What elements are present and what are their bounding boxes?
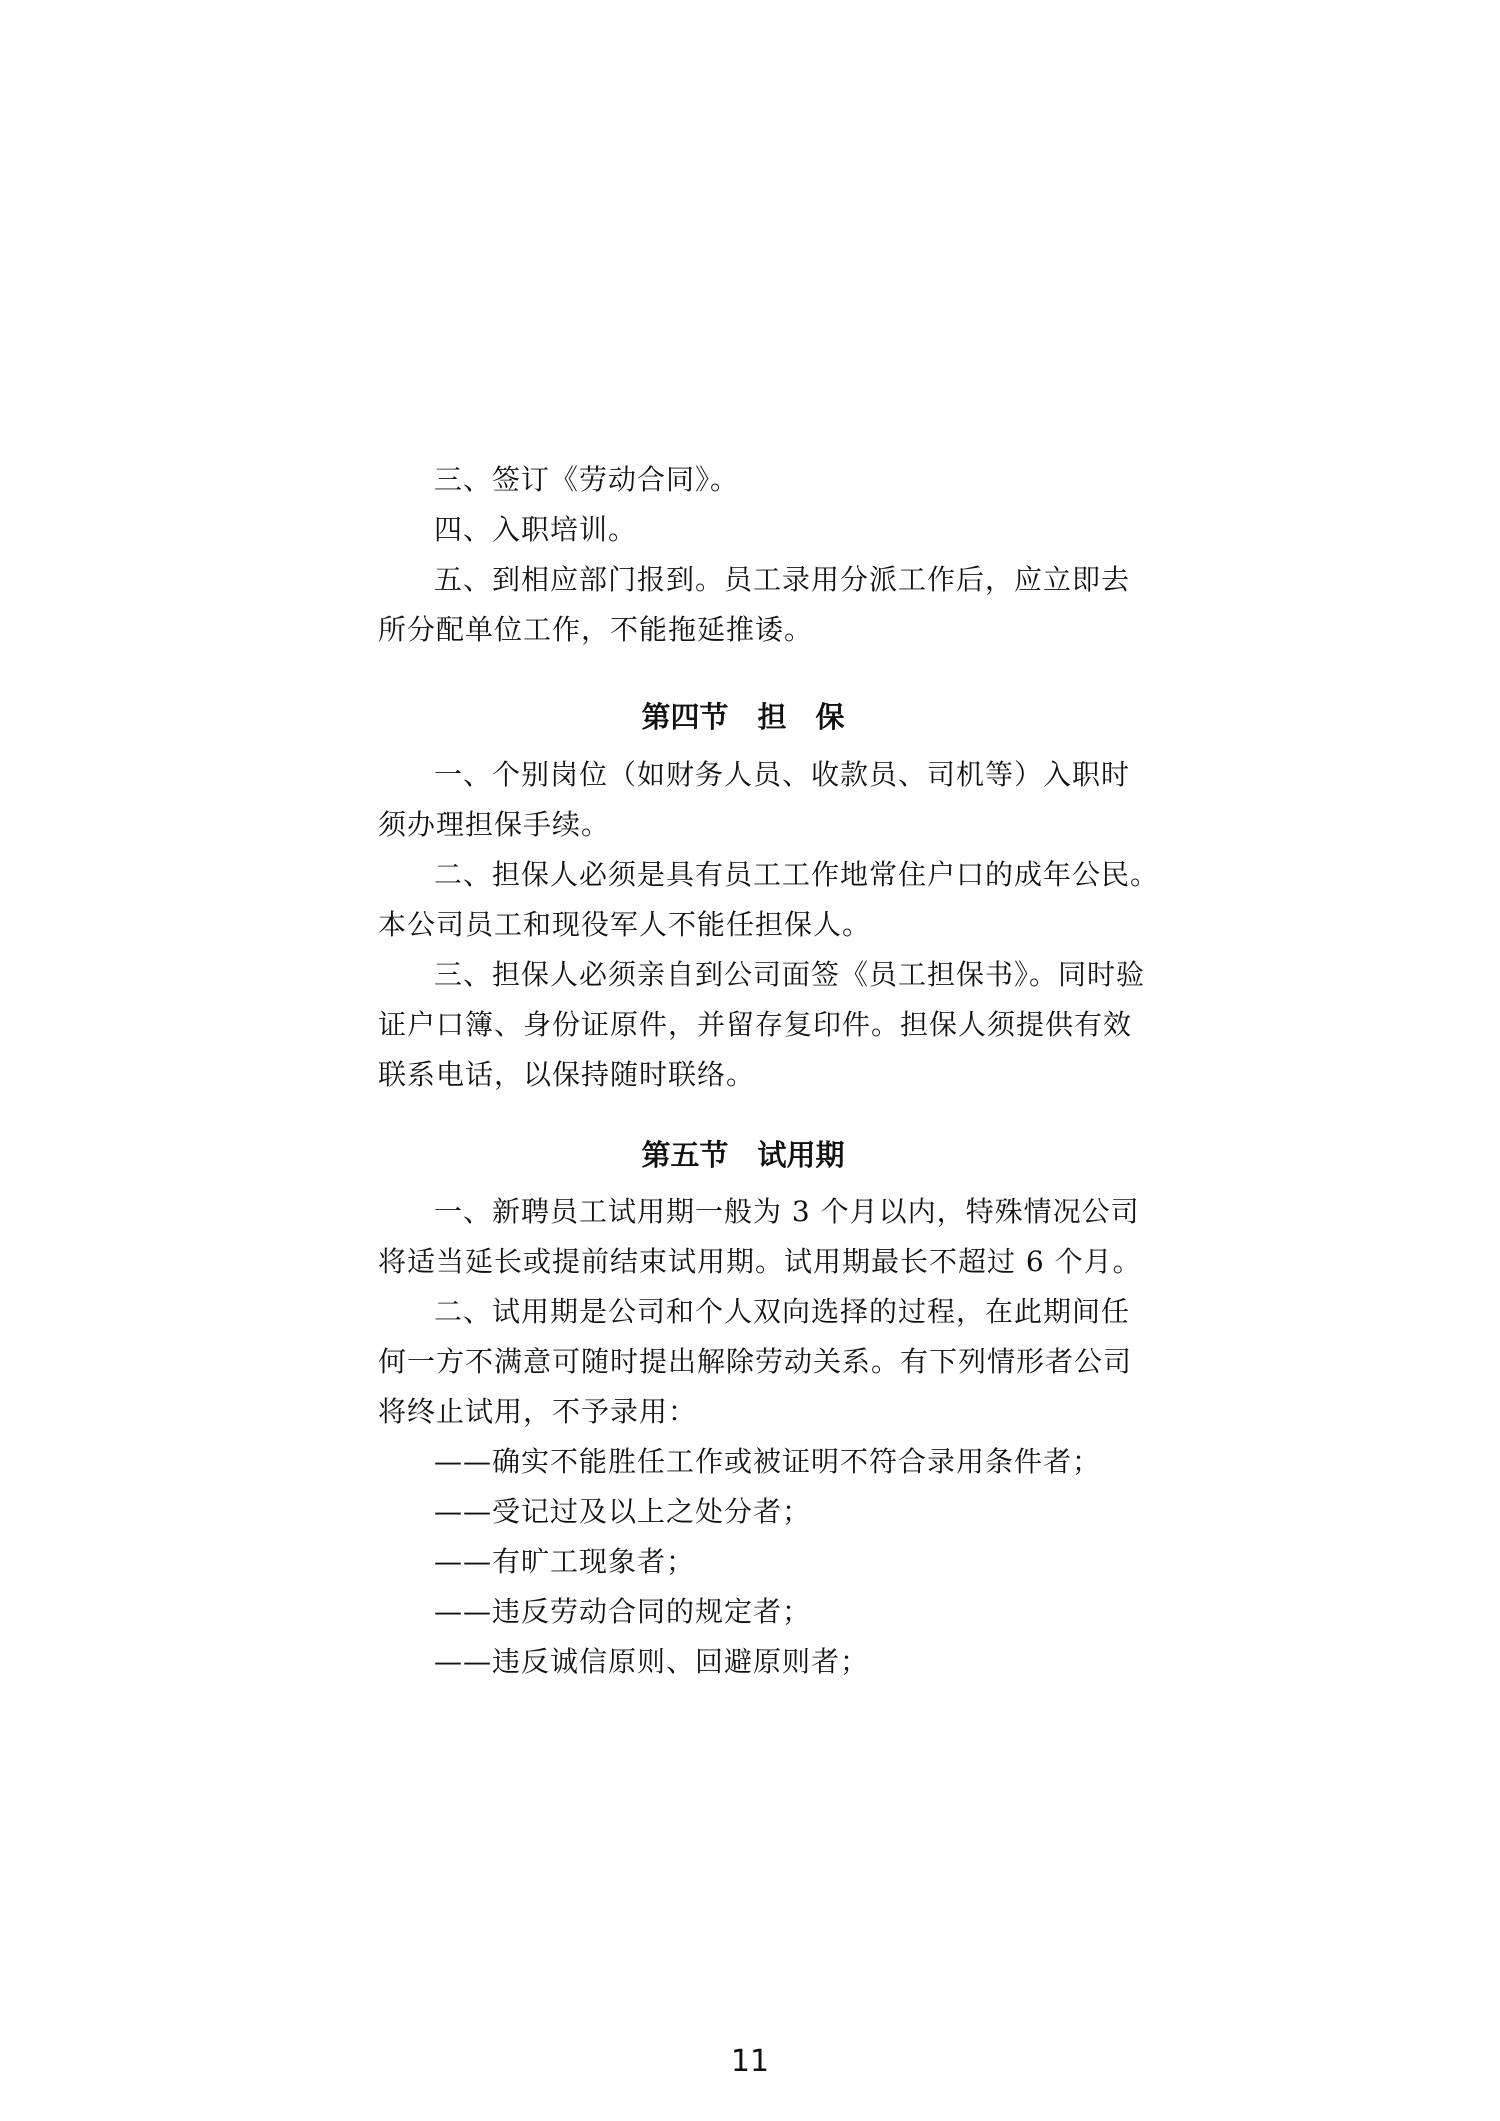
paragraph-line: 五、到相应部门报到。员工录用分派工作后，应立即去 — [434, 563, 1131, 596]
section-guarantee-body — [378, 750, 1160, 1100]
paragraph-line: 联系电话，以保持随时联络。 — [378, 1058, 756, 1091]
paragraph-line: 二、担保人必须是具有员工工作地常住户口的成年公民。 — [434, 858, 1160, 891]
paragraph-line: 四、入职培训。 — [434, 513, 638, 546]
paragraph-line: 须办理担保手续。 — [378, 808, 611, 841]
list-item: ——违反诚信原则、回避原则者； — [434, 1645, 870, 1678]
paragraph-line: 三、签订《劳动合同》。 — [434, 463, 740, 496]
page-number: 11 — [730, 2044, 770, 2079]
list-item: ——有旷工现象者； — [434, 1545, 696, 1578]
section-probation-body — [378, 1187, 1142, 1687]
paragraph-line: 将终止试用，不予录用： — [378, 1395, 698, 1428]
paragraph-line: 一、个别岗位（如财务人员、收款员、司机等）入职时 — [434, 758, 1131, 791]
paragraph-line: 一、新聘员工试用期一般为 3 个月以内，特殊情况公司 — [434, 1195, 1140, 1228]
list-item: ——违反劳动合同的规定者； — [434, 1595, 812, 1628]
intro-block — [378, 455, 1131, 655]
paragraph-line: 二、试用期是公司和个人双向选择的过程，在此期间任 — [434, 1295, 1131, 1328]
paragraph-line: 所分配单位工作，不能拖延推诿。 — [378, 613, 814, 646]
section-heading-guarantee: 第四节 担 保 — [641, 700, 845, 734]
list-item: ——受记过及以上之处分者； — [434, 1495, 812, 1528]
paragraph-line: 将适当延长或提前结束试用期。试用期最长不超过 6 个月。 — [378, 1245, 1142, 1278]
paragraph-line: 证户口簿、身份证原件，并留存复印件。担保人须提供有效 — [378, 1008, 1133, 1041]
paragraph-line: 本公司员工和现役军人不能任担保人。 — [378, 908, 872, 941]
list-item: ——确实不能胜任工作或被证明不符合录用条件者； — [434, 1445, 1102, 1478]
paragraph-line: 三、担保人必须亲自到公司面签《员工担保书》。同时验 — [434, 958, 1146, 991]
paragraph-line: 何一方不满意可随时提出解除劳动关系。有下列情形者公司 — [378, 1345, 1133, 1378]
section-heading-probation: 第五节 试用期 — [641, 1138, 845, 1172]
